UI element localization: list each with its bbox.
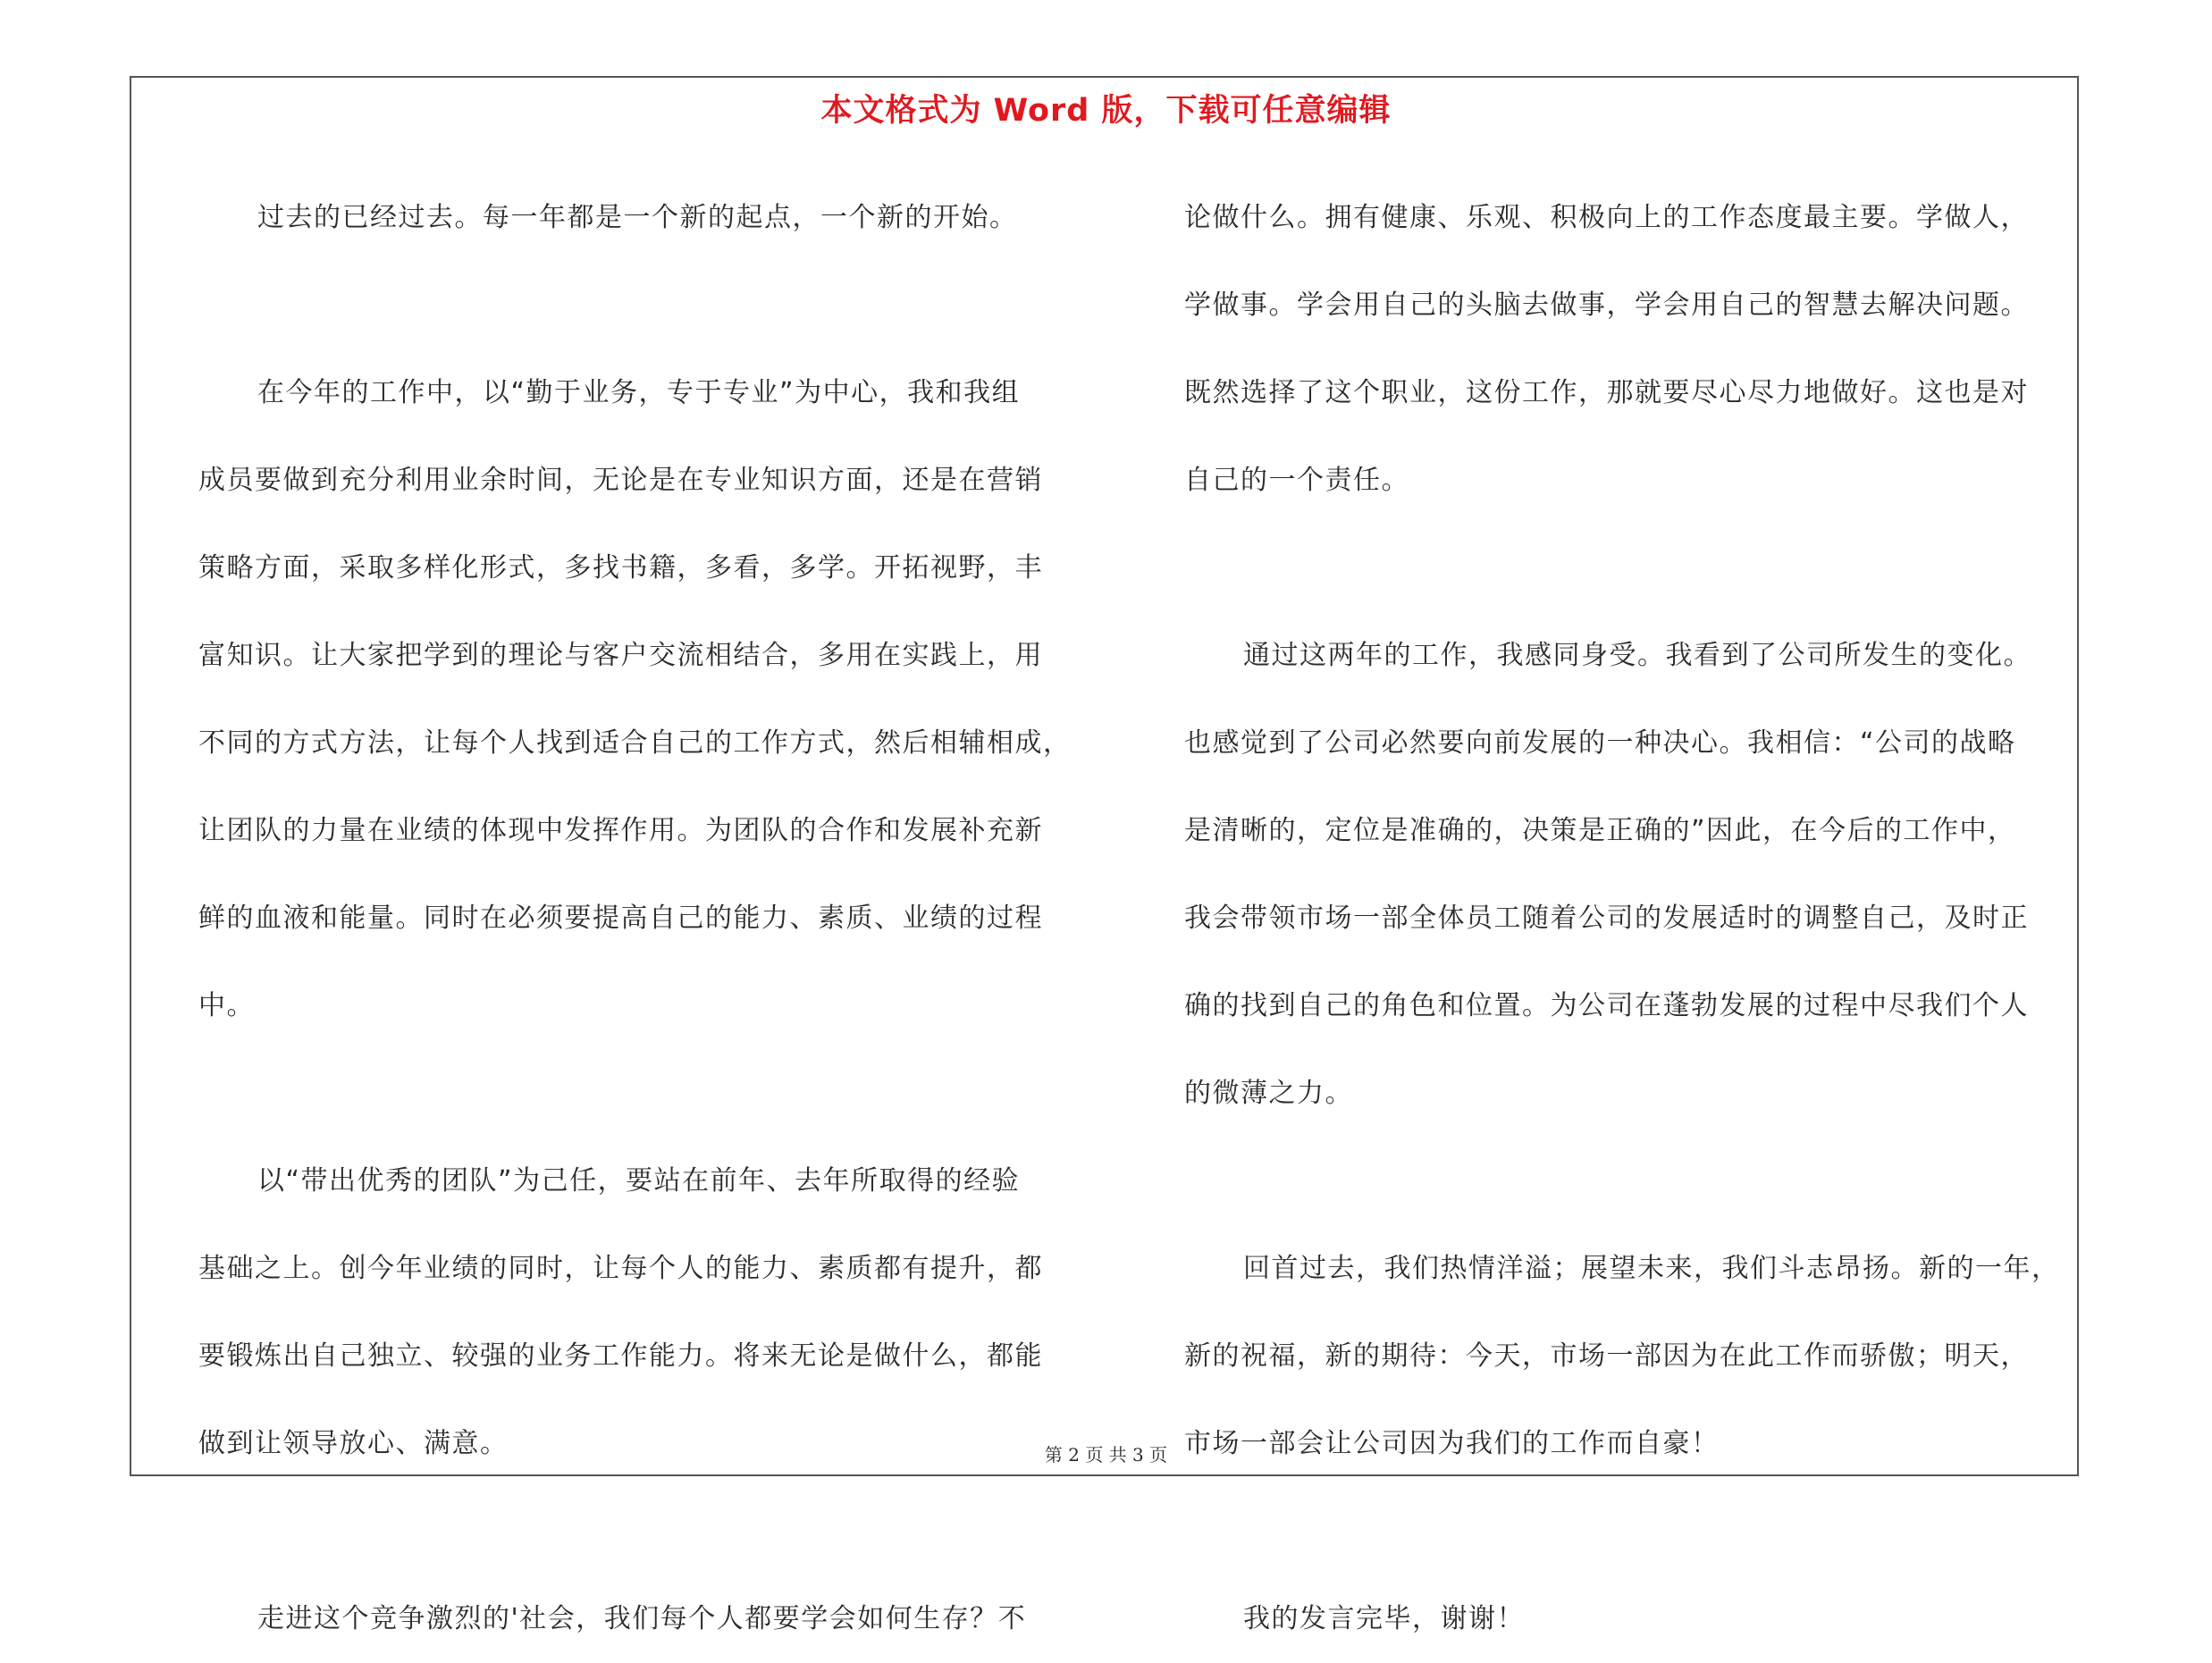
text-line: 走进这个竞争激烈的'社会，我们每个人都要学会如何生存？不 [257, 1603, 1027, 1634]
word-format-banner: 本文格式为 Word 版，下载可任意编辑 [820, 93, 1392, 129]
text-line [1184, 1488, 2087, 1575]
text-line: 也感觉到了公司必然要向前发展的一种决心。我相信：“公司的战略 [1184, 727, 2016, 759]
text-line [198, 1488, 1092, 1575]
text-line: 我的发言完毕，谢谢！ [1243, 1603, 1525, 1634]
text-line: 新的祝福，新的期待：今天，市场一部因为在此工作而骄傲；明天， [1184, 1340, 2029, 1372]
text-line: 成员要做到充分利用业余时间，无论是在专业知识方面，还是在营销 [198, 465, 1043, 496]
text-line: 是清晰的，定位是准确的，决策是正确的”因此，在今后的工作中， [1184, 815, 2016, 846]
text-line [1184, 1138, 2087, 1225]
text-line: 回首过去，我们热情洋溢；展望未来，我们斗志昂扬。新的一年， [1243, 1253, 2060, 1284]
text-line: 我会带领市场一部全体员工随着公司的发展适时的调整自己，及时正 [1184, 903, 2029, 934]
text-line: 以“带出优秀的团队”为己任，要站在前年、去年所取得的经验 [257, 1165, 1021, 1197]
text-line: 鲜的血液和能量。同时在必须要提高自己的能力、素质、业绩的过程 [198, 903, 1043, 934]
text-line: 富知识。让大家把学到的理论与客户交流相结合，多用在实践上，用 [198, 640, 1043, 671]
text-line: 策略方面，采取多样化形式，多找书籍，多看，多学。开拓视野，丰 [198, 552, 1043, 584]
page-number-footer: 第 2 页 共 3 页 [1044, 1444, 1168, 1466]
text-line: 论做什么。拥有健康、乐观、积极向上的工作态度最主要。学做人， [1184, 202, 2029, 233]
text-line: 通过这两年的工作，我感同身受。我看到了公司所发生的变化。 [1243, 640, 2031, 671]
text-line: 市场一部会让公司因为我们的工作而自豪！ [1184, 1428, 1720, 1459]
text-line: 确的找到自己的角色和位置。为公司在蓬勃发展的过程中尽我们个人 [1184, 990, 2029, 1021]
text-line: 学做事。学会用自己的头脑去做事，学会用自己的智慧去解决问题。 [1184, 290, 2029, 321]
text-line [1184, 525, 2087, 612]
text-line: 中。 [198, 990, 255, 1021]
text-line: 自己的一个责任。 [1184, 465, 1409, 496]
text-line: 基础之上。创今年业绩的同时，让每个人的能力、素质都有提升，都 [198, 1253, 1043, 1284]
text-line: 不同的方式方法，让每个人找到适合自己的工作方式，然后相辅相成， [198, 727, 1072, 759]
text-line: 让团队的力量在业绩的体现中发挥作用。为团队的合作和发展补充新 [198, 815, 1043, 846]
text-line: 要锻炼出自己独立、较强的业务工作能力。将来无论是做什么，都能 [198, 1340, 1043, 1372]
text-line [198, 262, 1092, 349]
text-line: 既然选择了这个职业，这份工作，那就要尽心尽力地做好。这也是对 [1184, 377, 2029, 408]
text-line: 的微薄之力。 [1184, 1078, 1353, 1109]
text-line [198, 1050, 1092, 1138]
text-line: 做到让领导放心、满意。 [198, 1428, 509, 1459]
text-line: 过去的已经过去。每一年都是一个新的起点，一个新的开始。 [257, 202, 1018, 233]
text-line: 在今年的工作中，以“勤于业务，专于专业”为中心，我和我组 [257, 377, 1021, 408]
